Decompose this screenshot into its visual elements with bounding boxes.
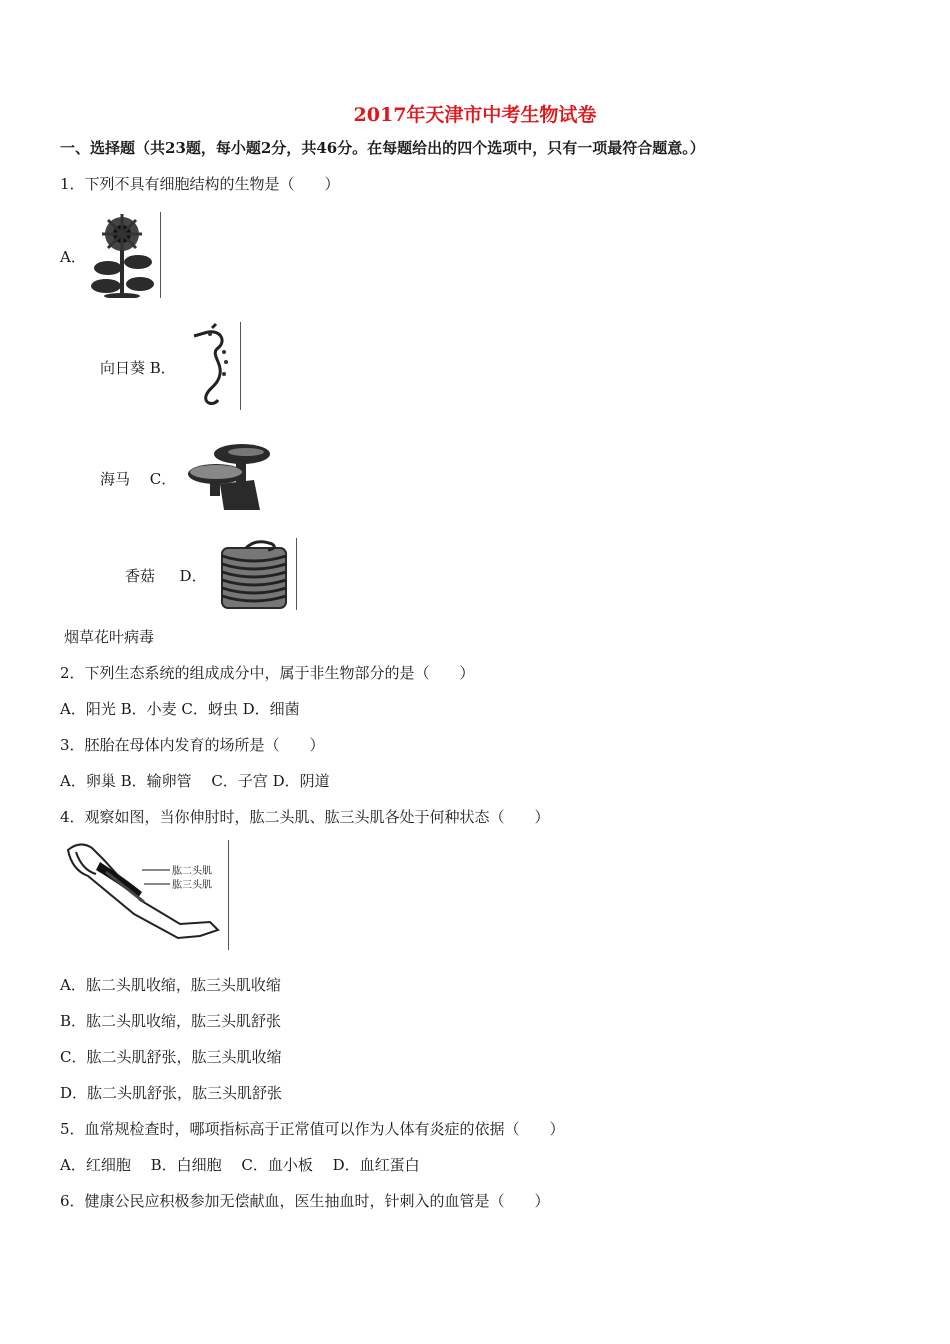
page-title: 2017年天津市中考生物试卷 — [353, 104, 597, 126]
question-6-stem: 6．健康公民应积极参加无偿献血，医生抽血时，针刺入的血管是（ ） — [60, 1192, 550, 1210]
question-4-stem: 4．观察如图，当你伸肘时，肱二头肌、肱三头肌各处于何种状态（ ） — [60, 808, 550, 826]
question-5-options: A．红细胞 B．白细胞 C．血小板 D．血红蛋白 — [60, 1156, 420, 1174]
section-heading: 一、选择题（共23题，每小题2分，共46分。在每题给出的四个选项中，只有一项最符合题意。） — [60, 139, 705, 157]
question-3-options: A．卵巢 B．输卵管 C．子宫 D．阴道 — [60, 772, 330, 790]
tobacco-mosaic-virus-image — [216, 538, 297, 610]
question-3-stem: 3．胚胎在母体内发育的场所是（ ） — [60, 736, 325, 754]
q1-caption-d: 烟草花叶病毒 — [64, 628, 155, 646]
q1-option-a-label: A． — [60, 248, 86, 266]
question-5-stem: 5．血常规检查时，哪项指标高于正常值可以作为人体有炎症的依据（ ） — [60, 1120, 565, 1138]
q1-caption-b-option-c: 海马 C． — [100, 470, 177, 488]
arm-muscle-diagram — [60, 840, 229, 950]
question-4-option-a: A．肱二头肌收缩，肱三头肌收缩 — [60, 976, 281, 994]
sunflower-image — [82, 212, 161, 298]
seahorse-image — [182, 322, 241, 410]
q1-caption-c-option-d: 香菇 D． — [125, 567, 207, 585]
mushroom-image — [184, 440, 276, 512]
question-2-options: A．阳光 B．小麦 C．蚜虫 D．细菌 — [60, 700, 300, 718]
triceps-label: 肱三头肌 — [172, 880, 212, 891]
question-4-option-c: C．肱二头肌舒张，肱三头肌收缩 — [60, 1048, 282, 1066]
question-4-option-b: B．肱二头肌收缩，肱三头肌舒张 — [60, 1012, 282, 1030]
q1-caption-a-option-b: 向日葵 B． — [100, 359, 176, 377]
question-1-stem: 1．下列不具有细胞结构的生物是（ ） — [60, 175, 340, 193]
question-4-option-d: D．肱二头肌舒张，肱三头肌舒张 — [60, 1084, 283, 1102]
biceps-label: 肱二头肌 — [172, 866, 212, 877]
question-2-stem: 2．下列生态系统的组成成分中，属于非生物部分的是（ ） — [60, 664, 475, 682]
